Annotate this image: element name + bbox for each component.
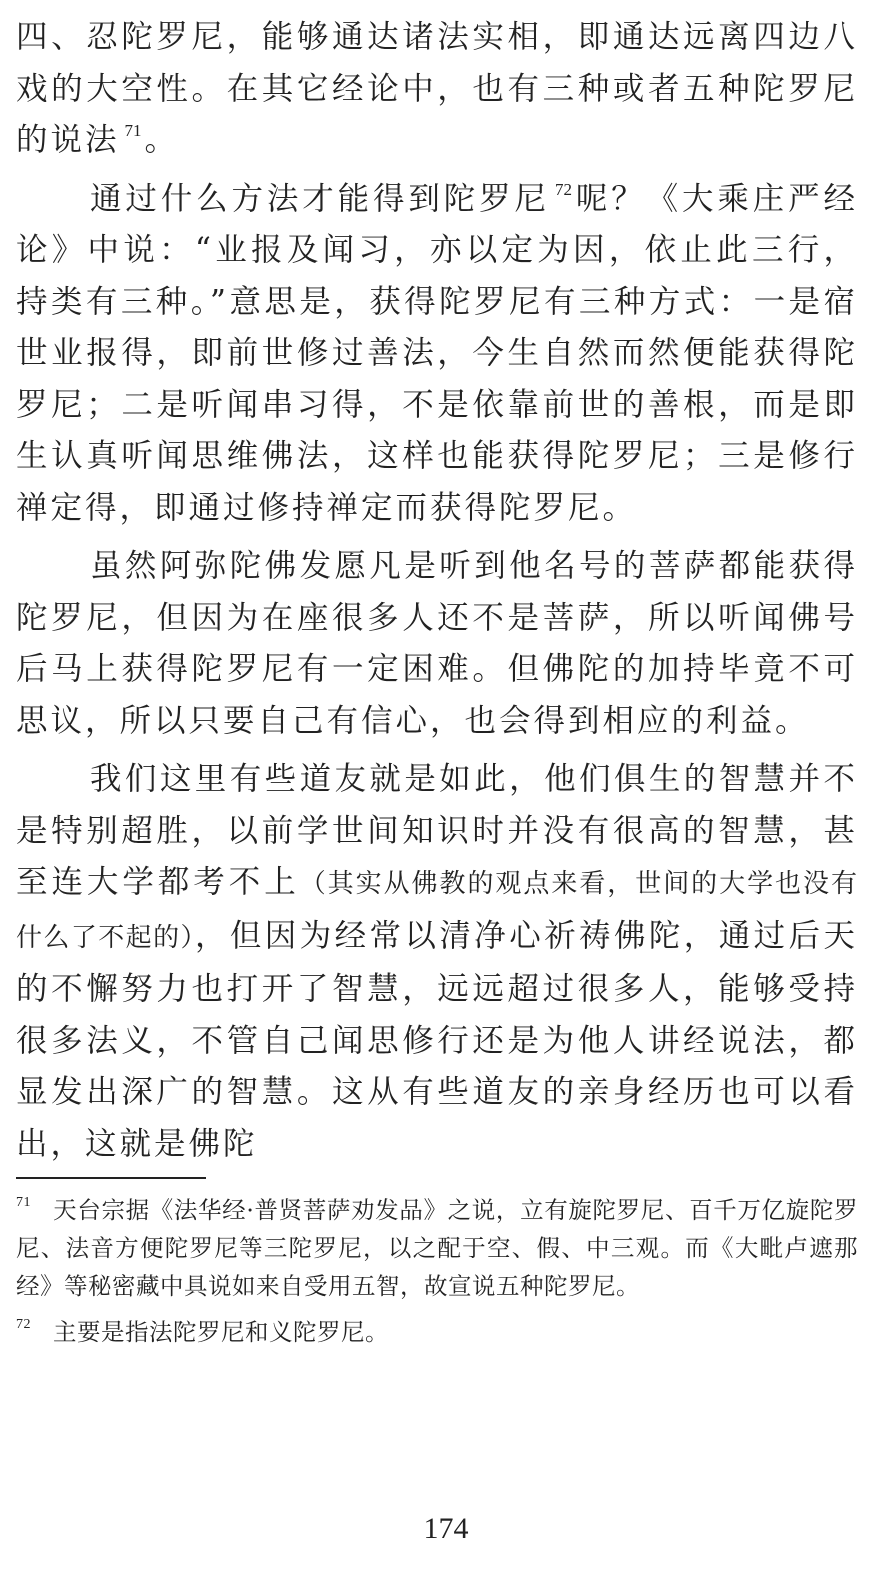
- paragraph-1: [16, 12, 858, 167]
- footnote-72: [16, 1313, 858, 1351]
- paragraph-4-text-a: 我们这里有些道友就是如此，他们俱生的智慧并不是特别超胜，以前学世间知识时并没有很高的智慧，甚至连大学都考不上: [16, 761, 858, 900]
- paragraph-4-aside: （其实从佛教的观点来看，世间的大学也没有什么了不起的）: [16, 869, 858, 953]
- footnote-text: 天台宗据《法华经·普贤菩萨劝发品》之说，立有旋陀罗尼、百千万亿旋陀罗尼、法音方便陀罗尼等三陀罗尼，以之配于空、假、中三观。而《大毗卢遮那经》等秘密藏中具说如来自受用五智，故宣说五种陀罗尼。: [16, 1196, 858, 1300]
- footnote-ref-71[interactable]: 71: [124, 121, 142, 140]
- footnote-number: 72: [16, 1317, 31, 1332]
- footnote-71: [16, 1191, 858, 1305]
- paragraph-2-text-a: 通过什么方法才能得到陀罗尼: [90, 180, 550, 217]
- footnotes: [16, 1191, 858, 1351]
- document-page: [16, 12, 858, 1359]
- paragraph-3: 虽然阿弥陀佛发愿凡是听到他名号的菩萨都能获得陀罗尼，但因为在座很多人还不是菩萨，所以听闻佛号后马上获得陀罗尼有一定困难。但佛陀的加持毕竟不可思议，所以只要自己有信心，也会得到相应的利益。: [16, 548, 858, 739]
- paragraph-2-text-b: 呢？《大乘庄严经论》中说：“业报及闻习，亦以定为因，依止此三行，持类有三种。”意思是，获得陀罗尼有三种方式：一是宿世业报得，即前世修过善法，今生自然而然便能获得陀罗尼；二是听闻串习得，不是依靠前世的善根，而是即生认真听闻思维佛法，这样也能获得陀罗尼；三是修行禅定得，即通过修持禅定而获得陀罗尼。: [16, 180, 858, 526]
- footnote-divider: [16, 1177, 206, 1179]
- paragraph-4-text-b: ，但因为经常以清净心祈祷佛陀，通过后天的不懈努力也打开了智慧，远远超过很多人，能够受持很多法义，不管自己闻思修行还是为他人讲经说法，都显发出深广的智慧。这从有些道友的亲身经历也可以看出，这就是佛陀: [16, 917, 858, 1162]
- paragraph-1-text: 四、忍陀罗尼，能够通达诸法实相，即通达远离四边八戏的大空性。在其它经论中，也有三种或者五种陀罗尼的说法: [16, 19, 858, 158]
- footnote-text: 主要是指法陀罗尼和义陀罗尼。: [53, 1318, 389, 1346]
- footnote-ref-72[interactable]: 72: [554, 179, 572, 199]
- paragraph-1-end: 。: [144, 122, 180, 158]
- paragraph-4: [16, 754, 858, 1170]
- paragraph-2: [16, 174, 858, 535]
- footnote-number: 71: [16, 1195, 31, 1210]
- page-number: 174: [423, 1512, 469, 1545]
- main-text: [16, 12, 858, 1170]
